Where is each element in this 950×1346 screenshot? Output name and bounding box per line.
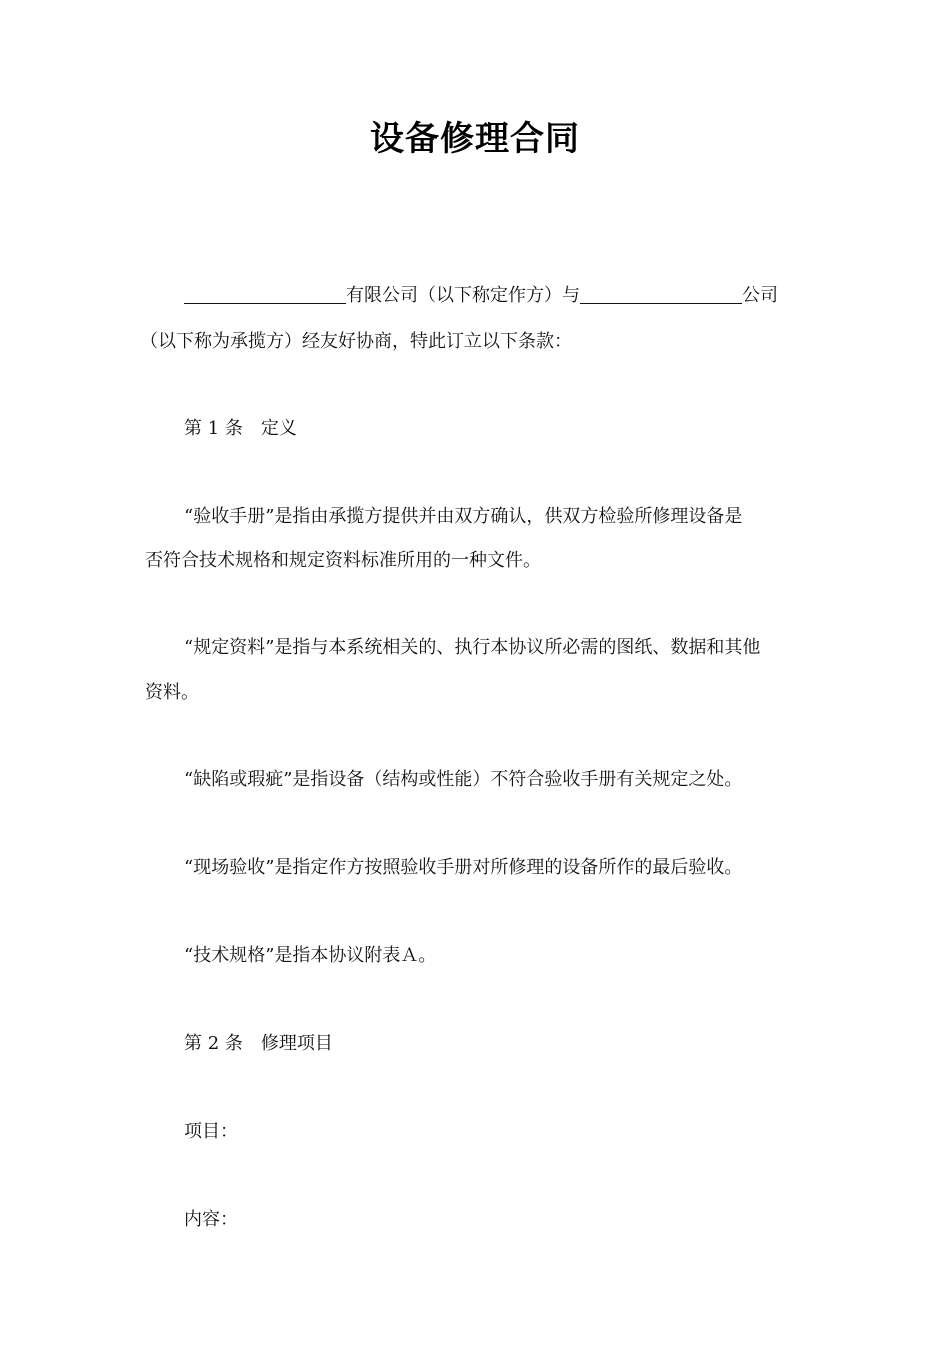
party-b-blank[interactable] — [580, 285, 742, 304]
definition-5: “技术规格”是指本协议附表Ａ。 — [184, 945, 437, 966]
document-title: 设备修理合同 — [370, 119, 580, 159]
article-1-heading — [184, 417, 297, 441]
definition-2-line-1: “规定资料”是指与本系统相关的、执行本协议所必需的图纸、数据和其他 — [184, 637, 761, 658]
party-b-suffix: 公司 — [742, 285, 778, 306]
article-2-heading — [184, 1032, 333, 1056]
definition-1-line-2: 否符合技术规格和规定资料标准所用的一种文件。 — [145, 550, 541, 571]
intro-line-2: （以下称为承揽方）经友好协商，特此订立以下条款： — [140, 331, 572, 352]
article-1-title: 定义 — [260, 418, 297, 439]
project-content-label: 内容： — [184, 1209, 238, 1230]
article-1-number: 第 1 条 — [184, 418, 243, 439]
definition-4: “现场验收”是指定作方按照验收手册对所修理的设备所作的最后验收。 — [184, 857, 743, 878]
party-a-blank[interactable] — [184, 285, 346, 304]
article-2-number: 第 2 条 — [184, 1033, 243, 1054]
definition-1-line-1: “验收手册”是指由承揽方提供并由双方确认，供双方检验所修理设备是 — [184, 506, 743, 527]
party-a-suffix: 有限公司（以下称定作方）与 — [346, 285, 580, 306]
definition-3: “缺陷或瑕疵”是指设备（结构或性能）不符合验收手册有关规定之处。 — [184, 769, 743, 790]
intro-line-1 — [184, 284, 778, 308]
definition-2-line-2: 资料。 — [145, 682, 199, 703]
article-2-title: 修理项目 — [260, 1033, 333, 1054]
project-item-label: 项目： — [184, 1121, 238, 1142]
